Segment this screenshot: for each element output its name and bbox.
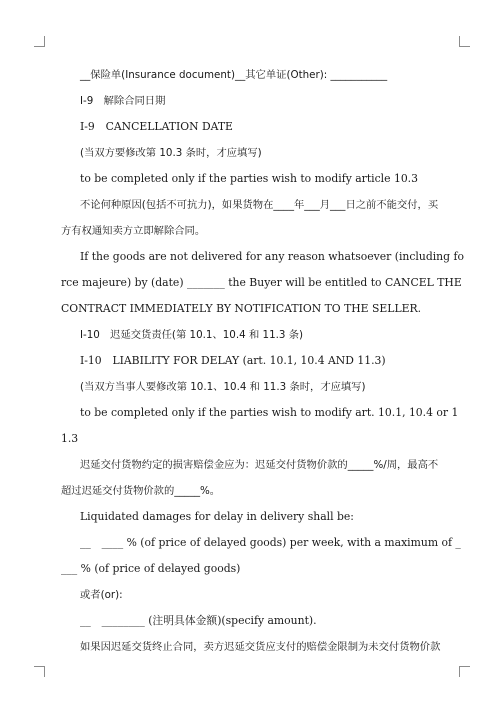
- crop-mark-bottom-right: [459, 666, 470, 677]
- damages-en-option1-line1: __ ____ % (of price of delayed goods) per week, with a maximum of _: [80, 536, 461, 549]
- damages-en-option1-line2: ___ % (of price of delayed goods): [61, 562, 241, 575]
- paragraph-i9-en-line3: CONTRACT IMMEDIATELY BY NOTIFICATION TO THE SELLER.: [61, 302, 422, 315]
- note-i9-cn: (当双方要修改第 10.3 条时，才应填写): [80, 147, 262, 159]
- specify-amount-line: __ ________ (注明具体金额)(specify amount).: [80, 614, 317, 627]
- termination-damages-cn-line: 如果因迟延交货终止合同，卖方迟延交货应支付的赔偿金限制为未交付货物价款: [80, 641, 441, 653]
- damages-en-heading: Liquidated damages for delay in delivery shall be:: [80, 510, 354, 523]
- heading-i10-cn: I-10 迟延交货责任(第 10.1、10.4 和 11.3 条): [80, 329, 304, 341]
- paragraph-i9-cn-line1: 不论何种原因(包括不可抗力)，如果货物在____年___月___日之前不能交付，买: [80, 199, 439, 211]
- paragraph-i9-en-line1: If the goods are not delivered for any reason whatsoever (including fo: [80, 250, 464, 263]
- crop-mark-top-left: [34, 36, 45, 47]
- heading-i9-en: I-9 CANCELLATION DATE: [80, 120, 233, 133]
- damages-cn-line1: 迟延交付货物约定的损害赔偿金应为：迟延交付货物价款的_____%/周，最高不: [80, 459, 439, 471]
- insurance-document-line: __保险单(Insurance document)__其它单证(Other): ___________: [80, 69, 388, 81]
- damages-cn-line2: 超过迟延交付货物价款的_____%。: [61, 485, 221, 497]
- note-i10-en-line1: to be completed only if the parties wish to modify art. 10.1, 10.4 or 1: [80, 406, 459, 419]
- crop-mark-bottom-left: [34, 666, 45, 677]
- paragraph-i9-en-line2: rce majeure) by (date) _______ the Buyer will be entitled to CANCEL THE: [61, 276, 462, 289]
- note-i9-en: to be completed only if the parties wish to modify article 10.3: [80, 172, 418, 185]
- paragraph-i9-cn-line2: 方有权通知卖方立即解除合同。: [61, 225, 206, 237]
- note-i10-cn: (当双方当事人要修改第 10.1、10.4 和 11.3 条时，才应填写): [80, 381, 366, 393]
- heading-i9-cn: I-9 解除合同日期: [80, 95, 166, 107]
- note-i10-en-line2: 1.3: [61, 432, 79, 445]
- crop-mark-top-right: [459, 36, 470, 47]
- or-line: 或者(or):: [80, 589, 123, 601]
- heading-i10-en: I-10 LIABILITY FOR DELAY (art. 10.1, 10.4 AND 11.3): [80, 354, 386, 367]
